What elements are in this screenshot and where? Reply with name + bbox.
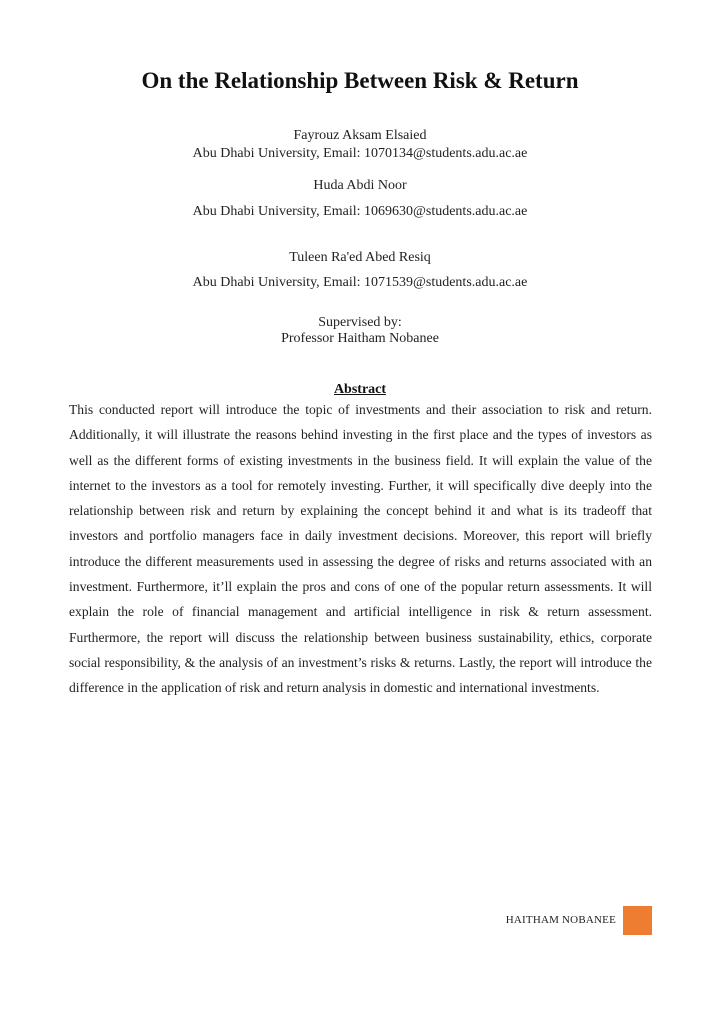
abstract-text: This conducted report will introduce the topic of investments and their association to risk and return. Additionally, it will illustrate the reasons behind investing in the first place and the types of investors as well as the different forms of existing investments in the business field. It will explain the value of the internet to the investors as a tool for remotely investing. Further, it will specifically dive deeply into the relationship between risk and return by explaining the concept behind it and what is its tradeoff that investors and portfolio managers face in daily investment decisions. Moreover, this report will briefly introduce the different measurements used in assessing the degree of risks and returns associated with an investment. Furthermore, it’ll explain the pros and cons of one of the popular return assessments. It will explain the role of financial management and artificial intelligence in risk & return assessment. Furthermore, the report will discuss the relationship between business sustainability, ethics, corporate social responsibility, & the analysis of an investment’s risks & returns. Lastly, the report will introduce the difference in the application of risk and return analysis in domestic and international investments.	[69, 402, 652, 696]
author-name: Huda Abdi Noor	[313, 178, 407, 193]
author-affiliation: Abu Dhabi University, Email: 1069630@students.adu.ac.ae	[192, 204, 528, 219]
abstract-heading: Abstract	[333, 382, 387, 397]
paper-title: On the Relationship Between Risk & Return	[141, 68, 579, 93]
footer-accent-square	[623, 906, 652, 935]
supervised-by-label: Supervised by:	[318, 315, 402, 330]
author-name: Tuleen Ra'ed Abed Resiq	[289, 250, 431, 265]
supervisor-name: Professor Haitham Nobanee	[281, 331, 439, 346]
author-name: Fayrouz Aksam Elsaied	[293, 128, 427, 143]
footer-author-name: HAITHAM NOBANEE	[505, 914, 616, 926]
author-affiliation: Abu Dhabi University, Email: 1071539@students.adu.ac.ae	[192, 275, 528, 290]
author-affiliation: Abu Dhabi University, Email: 1070134@students.adu.ac.ae	[192, 146, 528, 161]
